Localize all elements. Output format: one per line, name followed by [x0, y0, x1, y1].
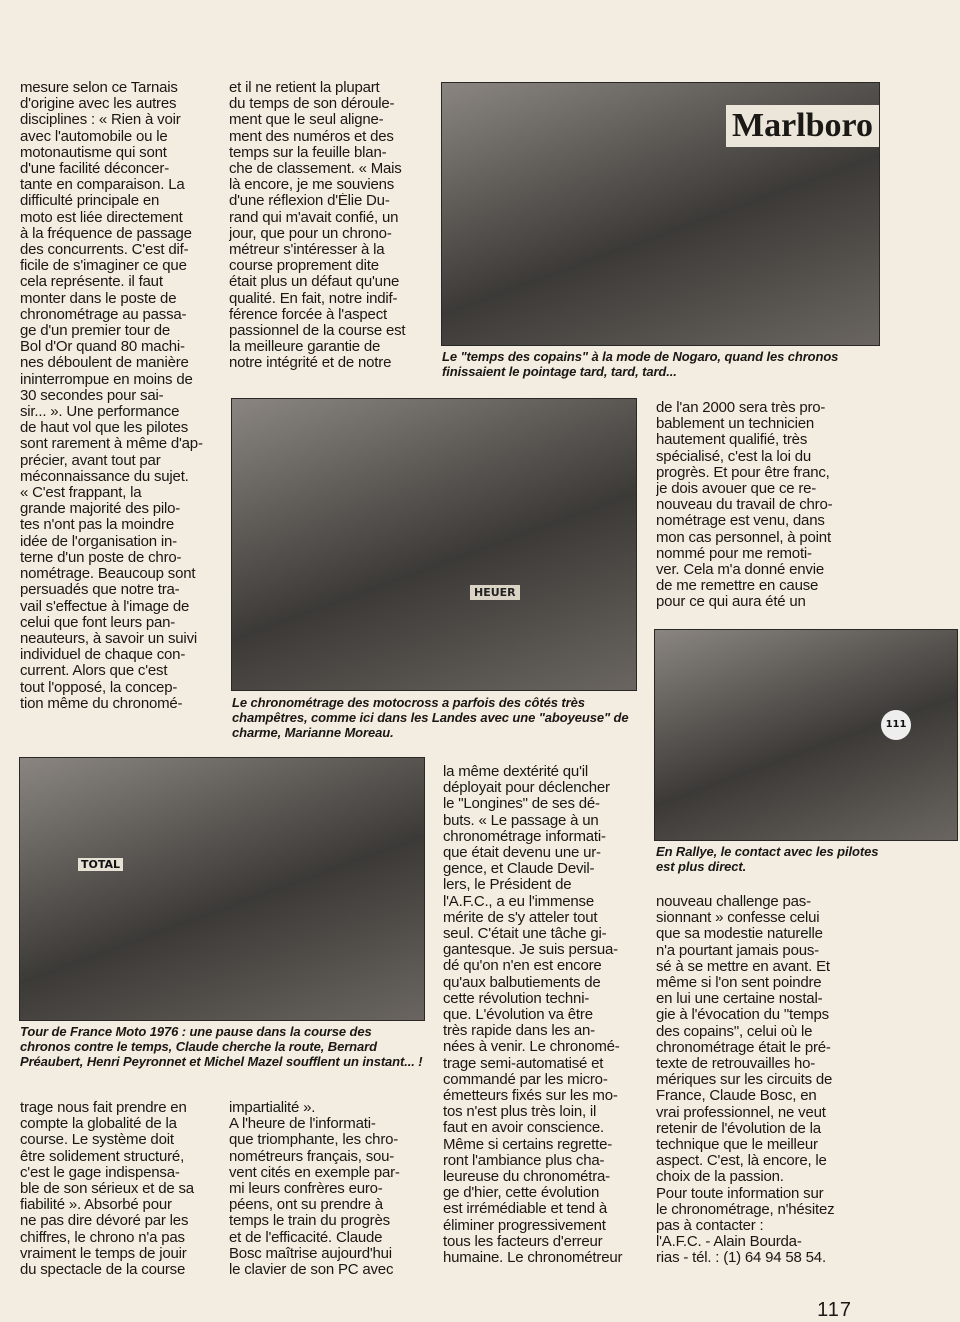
text-line: méconnaissance du sujet.	[20, 468, 189, 485]
team-photo	[19, 757, 425, 1021]
text-line: mérite de s'y atteler tout	[443, 909, 598, 926]
text-line: seul. C'était une tâche gi-	[443, 926, 607, 943]
text-line: trage semi-automatisé et	[443, 1055, 604, 1072]
text-line: retenir de l'évolution de la	[656, 1120, 821, 1137]
text-line: rand qui m'avait confié, un	[229, 209, 399, 226]
text-line: aspect. C'est, là encore, le	[656, 1153, 827, 1170]
column-3-mid	[656, 400, 846, 611]
text-line: mériques sur les circuits de	[656, 1072, 833, 1089]
text-line: même si l'on sent poindre	[656, 975, 822, 992]
text-line: course. Le système doit	[20, 1132, 174, 1149]
text-line: impartialité ».	[229, 1100, 316, 1116]
text-line: avec l'automobile ou le	[20, 128, 168, 145]
motorcycle-photo	[654, 629, 958, 841]
text-line: choix de la passion.	[656, 1169, 784, 1186]
caption-marlboro: Le "temps des copains" à la mode de Nogaro, quand les chronos finissaient le pointage tard, tard, tard...	[442, 349, 839, 379]
text-line: précier, avant tout par	[20, 452, 161, 469]
race-number-plate: 111	[881, 710, 911, 740]
text-line: mesure selon ce Tarnais	[20, 80, 178, 96]
text-line: vent cités en exemple par-	[229, 1164, 400, 1181]
text-line: qu'aux balbutiements de	[443, 974, 601, 991]
text-line: humaine. Le chronométreur	[443, 1250, 623, 1267]
text-line: celui que font leurs pan-	[20, 614, 176, 631]
text-line: chronométrage était le pré-	[656, 1039, 831, 1056]
text-line: de l'an 2000 sera très pro-	[656, 400, 826, 416]
text-line: Bosc maîtrise aujourd'hui	[229, 1245, 392, 1262]
text-line: commandé par les micro-	[443, 1071, 608, 1088]
text-line: mon cas personnel, à point	[656, 529, 831, 546]
text-line: vraiment le temps de jouir	[20, 1245, 187, 1262]
group-photo	[441, 82, 880, 346]
text-line: cette révolution techni-	[443, 990, 590, 1007]
caption-rallye: En Rallye, le contact avec les pilotes est plus direct.	[656, 844, 879, 874]
text-line: que était devenu une ur-	[443, 845, 601, 862]
text-line: vail s'effectue à l'image de	[20, 598, 190, 615]
text-line: ficile de s'imaginer ce que	[20, 258, 187, 275]
text-line: current. Alors que c'est	[20, 663, 168, 680]
text-line: je dois avouer que ce re-	[656, 481, 817, 498]
text-line: la meilleure garantie de	[229, 339, 381, 356]
text-line: ne pas dire dévoré par les	[20, 1213, 189, 1230]
caption-tour: Tour de France Moto 1976 : une pause dans la course des chronos contre le temps, Claude cherche la route, Bernard Préaubert, Henri Peyronnet et Michel Mazel soufflent un instant... !	[20, 1024, 423, 1069]
text-line: sir... ». Une performance	[20, 404, 180, 421]
text-line: est irrémédiable et tend à	[443, 1201, 608, 1218]
text-line: des copains", celui où le	[656, 1023, 813, 1040]
text-line: à la fréquence de passage	[20, 225, 192, 242]
text-line: le chronométrage, n'hésitez	[656, 1201, 835, 1218]
text-line: lers, le Président de	[443, 877, 572, 894]
text-line: d'une réflexion d'Élie Du-	[229, 193, 390, 210]
text-line: progrès. Et pour être franc,	[656, 464, 830, 481]
text-line: compte la globalité de la	[20, 1116, 177, 1133]
text-line: trage nous fait prendre en	[20, 1100, 187, 1116]
text-line: nométreurs français, sou-	[229, 1148, 395, 1165]
text-line: ble de son sérieux et de sa	[20, 1181, 194, 1198]
text-line: difficulté principale en	[20, 193, 160, 210]
text-line: faut en avoir conscience.	[443, 1120, 604, 1137]
text-line: mi leurs confrères euro-	[229, 1181, 383, 1198]
text-line: nommé pour me remoti-	[656, 545, 812, 562]
text-line: tos n'est plus très loin, il	[443, 1104, 597, 1121]
column-1-top	[20, 80, 212, 712]
text-line: et de l'efficacité. Claude	[229, 1229, 383, 1246]
text-line: nométrage est venu, dans	[656, 513, 825, 530]
text-line: que sa modestie naturelle	[656, 926, 823, 943]
text-line: temps sur la feuille blan-	[229, 144, 387, 161]
text-line: pour ce qui aura été un	[656, 594, 806, 611]
text-line: bablement un technicien	[656, 416, 815, 433]
marlboro-sign: Marlboro	[726, 105, 879, 147]
text-line: ment des numéros et des	[229, 128, 394, 145]
text-line: le clavier de son PC avec	[229, 1262, 394, 1279]
text-line: technique que le meilleur	[656, 1137, 818, 1154]
text-line: chronométrage informati-	[443, 828, 606, 845]
text-line: sionnant » confesse celui	[656, 910, 820, 927]
text-line: chiffres, le chrono n'a pas	[20, 1229, 185, 1246]
text-line: nes déboulent de manière	[20, 355, 189, 372]
text-line: le "Longines" de ses dé-	[443, 796, 600, 813]
text-line: course proprement dite	[229, 258, 379, 275]
text-line: ge d'hier, cette évolution	[443, 1185, 600, 1202]
text-line: dé qu'on n'en est encore	[443, 958, 602, 975]
text-line: Pour toute information sur	[656, 1185, 824, 1202]
text-line: que. L'évolution va être	[443, 1007, 593, 1024]
text-line: d'origine avec les autres	[20, 96, 177, 113]
text-line: que triomphante, les chro-	[229, 1132, 399, 1149]
text-line: l'A.F.C. - Alain Bourda-	[656, 1234, 802, 1251]
text-line: « C'est frappant, la	[20, 485, 142, 502]
text-line: gence, et Claude Devil-	[443, 861, 595, 878]
text-line: leureuse du chronométra-	[443, 1169, 610, 1186]
caption-motocross: Le chronométrage des motocross a parfois des côtés très champêtres, comme ici dans les Landes avec une "aboyeuse" de charme, Marianne Moreau.	[232, 695, 629, 740]
text-line: cela représente. il faut	[20, 274, 163, 291]
text-line: ininterrompue en moins de	[20, 371, 193, 388]
text-line: fiabilité ». Absorbé pour	[20, 1197, 172, 1214]
text-line: buts. « Le passage à un	[443, 812, 599, 829]
text-line: émetteurs fixés sur les mo-	[443, 1088, 618, 1105]
text-line: tout l'opposé, la concep-	[20, 679, 178, 696]
text-line: de haut vol que les pilotes	[20, 420, 189, 437]
column-2-top	[229, 80, 423, 372]
text-line: vrai professionnel, ne veut	[656, 1104, 826, 1121]
column-2-mid	[443, 764, 637, 1266]
text-line: était plus un défaut qu'une	[229, 274, 400, 291]
text-line: idée de l'organisation in-	[20, 533, 177, 550]
text-line: 30 secondes pour sai-	[20, 387, 164, 404]
page-number: 117	[817, 1299, 852, 1321]
text-line: ront l'ambiance plus cha-	[443, 1152, 605, 1169]
text-line: motonautisme qui sont	[20, 144, 167, 161]
text-line: neauteurs, à savoir un suivi	[20, 630, 198, 647]
text-line: texte de retrouvailles ho-	[656, 1056, 816, 1073]
text-line: péens, ont su prendre à	[229, 1197, 383, 1214]
text-line: gantesque. Je suis persua-	[443, 942, 618, 959]
text-line: ver. Cela m'a donné envie	[656, 562, 824, 579]
text-line: des concurrents. C'est dif-	[20, 242, 189, 259]
text-line: là encore, je me souviens	[229, 177, 395, 194]
text-line: moto est liée directement	[20, 209, 183, 226]
text-line: grande majorité des pilo-	[20, 501, 181, 518]
text-line: nouveau du travail de chro-	[656, 497, 833, 514]
column-2-bottom	[229, 1100, 423, 1278]
text-line: monter dans le poste de	[20, 290, 177, 307]
text-line: tes n'ont pas la moindre	[20, 517, 174, 534]
text-line: l'A.F.C., a eu l'immense	[443, 893, 594, 910]
text-line: qualité. En fait, notre indif-	[229, 290, 398, 307]
text-line: pas à contacter :	[656, 1218, 764, 1235]
text-line: de me remettre en cause	[656, 578, 819, 595]
text-line: sé à se mettre en avant. Et	[656, 958, 830, 975]
text-line: du temps de son déroule-	[229, 96, 395, 113]
text-line: la même dextérité qu'il	[443, 764, 588, 780]
text-line: Même si certains regrette-	[443, 1136, 613, 1153]
text-line: che de classement. « Mais	[229, 161, 402, 178]
text-line: du spectacle de la course	[20, 1262, 186, 1279]
text-line: spécialisé, c'est la loi du	[656, 448, 812, 465]
text-line: terne d'un poste de chro-	[20, 549, 182, 566]
text-line: jour, que pour un chrono-	[229, 225, 392, 242]
text-line: métreur s'intéresser à la	[229, 242, 385, 259]
text-line: chronométrage au passa-	[20, 306, 187, 323]
timekeeping-photo	[231, 398, 637, 691]
text-line: et il ne retient la plupart	[229, 80, 380, 96]
text-line: éliminer progressivement	[443, 1217, 606, 1234]
text-line: férence forcée à l'aspect	[229, 306, 387, 323]
text-line: en lui une certaine nostal-	[656, 991, 823, 1008]
text-line: A l'heure de l'informati-	[229, 1116, 376, 1133]
text-line: tante en comparaison. La	[20, 177, 185, 194]
total-shirt-label: TOTAL	[78, 858, 123, 871]
text-line: disciplines : « Rien à voir	[20, 112, 181, 129]
column-1-bottom	[20, 1100, 212, 1278]
text-line: gie à l'évocation du "temps	[656, 1007, 829, 1024]
text-line: passionnel de la course est	[229, 323, 406, 340]
column-3-bottom	[656, 894, 846, 1267]
text-line: c'est le gage indispensa-	[20, 1164, 180, 1181]
text-line: sont rarement à même d'ap-	[20, 436, 203, 453]
text-line: individuel de chaque con-	[20, 647, 186, 664]
text-line: ment que le seul aligne-	[229, 112, 384, 129]
text-line: nométrage. Beaucoup sont	[20, 566, 196, 583]
heuer-device-label: HEUER	[470, 585, 520, 600]
text-line: nouveau challenge pas-	[656, 894, 811, 910]
text-line: tous les facteurs d'erreur	[443, 1233, 603, 1250]
text-line: ge d'un premier tour de	[20, 323, 171, 340]
text-line: être solidement structuré,	[20, 1148, 185, 1165]
text-line: déployait pour déclencher	[443, 780, 610, 797]
text-line: tion même du chronomé-	[20, 695, 183, 712]
text-line: rias - tél. : (1) 64 94 58 54.	[656, 1250, 826, 1267]
text-line: persuadés que notre tra-	[20, 582, 180, 599]
text-line: d'une facilité déconcer-	[20, 161, 169, 178]
text-line: nées à venir. Le chronomé-	[443, 1039, 620, 1056]
text-line: très rapide dans les an-	[443, 1023, 595, 1040]
text-line: France, Claude Bosc, en	[656, 1088, 817, 1105]
text-line: temps le train du progrès	[229, 1213, 390, 1230]
text-line: hautement qualifié, très	[656, 432, 808, 449]
text-line: Bol d'Or quand 80 machi-	[20, 339, 185, 356]
text-line: notre intégrité et de notre	[229, 355, 392, 372]
text-line: n'a pourtant jamais pous-	[656, 942, 819, 959]
